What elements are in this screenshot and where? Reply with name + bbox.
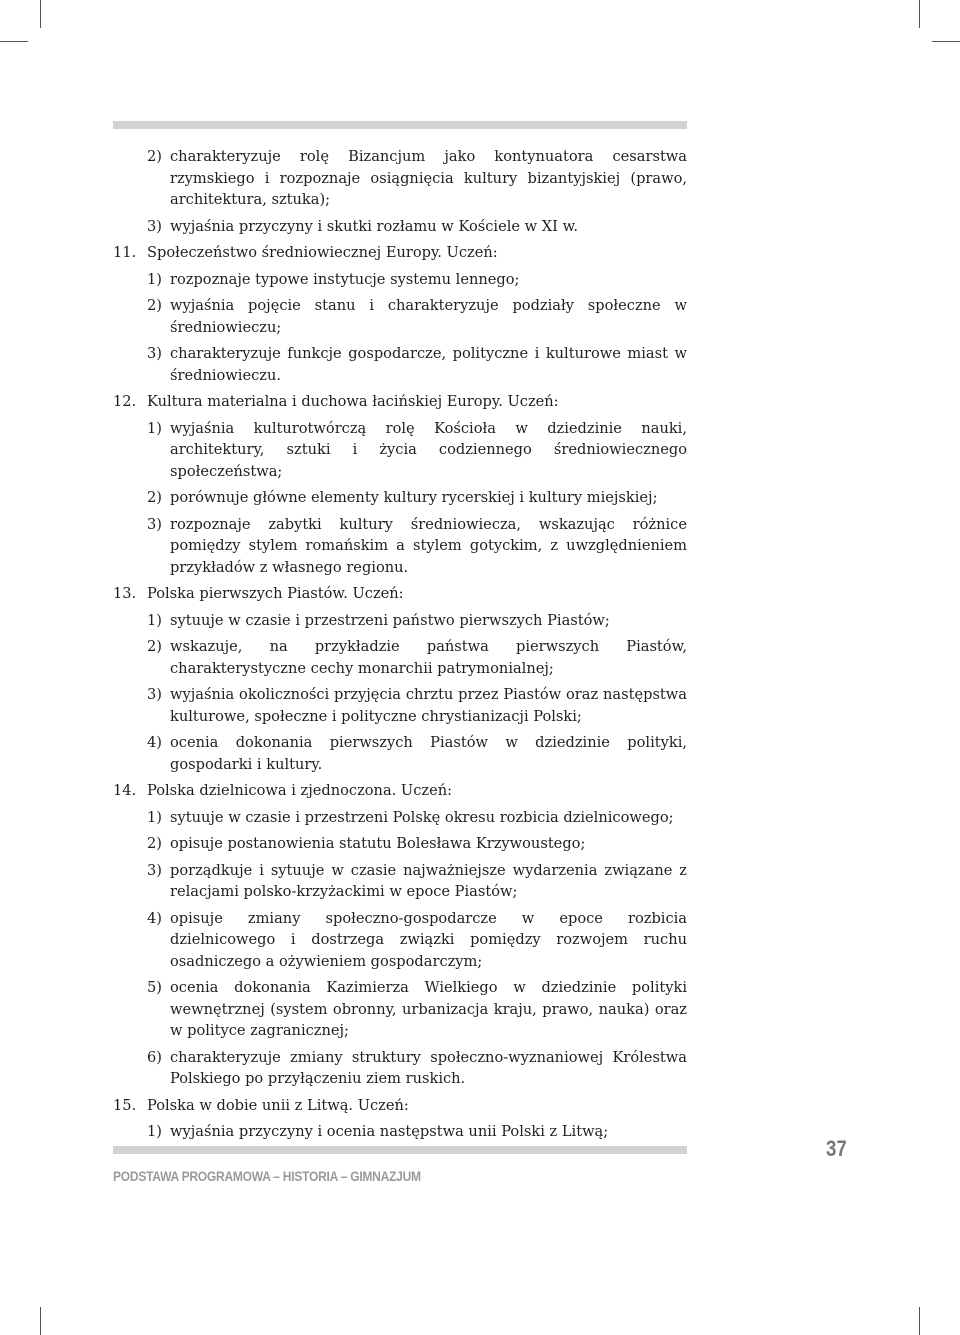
section-heading xyxy=(113,1095,687,1117)
list-item-text: opisuje zmiany społeczno-gospodarcze w epoce rozbicia dzielnicowego i dostrzega związki pomiędzy rozwojem ruchu osadniczego a ożywieniem gospodarczym; xyxy=(170,909,687,970)
section-title: Kultura materialna i duchowa łacińskiej Europy. Uczeń: xyxy=(147,393,559,410)
crop-mark xyxy=(40,1307,41,1335)
list-item xyxy=(147,833,687,855)
footer-label: PODSTAWA PROGRAMOWA – HISTORIA – GIMNAZJUM xyxy=(113,1168,421,1184)
section-title: Polska dzielnicowa i zjednoczona. Uczeń: xyxy=(147,782,453,799)
list-item xyxy=(147,295,687,338)
list-item-number: 3) xyxy=(147,861,162,879)
list-item xyxy=(147,684,687,727)
list-item-text: ocenia dokonania Kazimierza Wielkiego w dziedzinie polityki wewnętrznej (system obronny, urbanizacja kraju, prawo, nauka) oraz w polityce zagranicznej; xyxy=(170,979,687,1039)
list-item-number: 4) xyxy=(147,909,162,927)
list-item-number: 2) xyxy=(147,638,162,655)
section-number: 13. xyxy=(113,585,137,602)
list-item-number: 3) xyxy=(147,686,162,703)
list-item-number: 3) xyxy=(147,217,162,235)
section-heading xyxy=(113,583,687,605)
footer-bar xyxy=(113,1146,687,1154)
list-item xyxy=(147,343,687,386)
document-body xyxy=(113,146,687,1148)
list-item xyxy=(147,1047,687,1090)
crop-mark xyxy=(919,0,920,28)
crop-mark xyxy=(932,41,960,42)
list-item-text: wyjaśnia okoliczności przyjęcia chrztu przez Piastów oraz następstwa kulturowe, społeczne i polityczne chrystianizacji Polski; xyxy=(170,686,687,725)
list-item xyxy=(147,908,687,973)
section-heading xyxy=(113,780,687,802)
crop-mark xyxy=(0,41,28,42)
section-heading xyxy=(113,242,687,264)
list-item-text: wyjaśnia kulturotwórczą rolę Kościoła w dziedzinie nauki, architektury, sztuki i życia codziennego średniowiecznego społeczeństwa; xyxy=(170,419,687,480)
section-title: Polska w dobie unii z Litwą. Uczeń: xyxy=(147,1096,409,1114)
list-item xyxy=(147,807,687,829)
list-item-text: ocenia dokonania pierwszych Piastów w dziedzinie polityki, gospodarki i kultury. xyxy=(170,734,687,773)
list-item xyxy=(147,216,687,238)
section-heading xyxy=(113,391,687,413)
list-item xyxy=(147,860,687,903)
list-item-text: sytuuje w czasie i przestrzeni państwo pierwszych Piastów; xyxy=(170,611,610,629)
list-item-text: charakteryzuje rolę Bizancjum jako kontynuatora cesarstwa rzymskiego i rozpoznaje osiągnięcia kultury bizantyjskiej (prawo, architektura, sztuka); xyxy=(170,148,687,208)
list-item-text: porównuje główne elementy kultury rycerskiej i kultury miejskiej; xyxy=(170,489,658,506)
list-item-text: wyjaśnia przyczyny i ocenia następstwa unii Polski z Litwą; xyxy=(170,1123,609,1140)
list-item-text: wskazuje, na przykładzie państwa pierwszych Piastów, charakterystyczne cechy monarchii patrymonialnej; xyxy=(170,638,687,677)
section-number: 12. xyxy=(113,393,137,410)
list-item xyxy=(147,487,687,509)
list-item-text: rozpoznaje typowe instytucje systemu lennego; xyxy=(170,270,520,288)
list-item-number: 2) xyxy=(147,297,162,314)
section-number: 15. xyxy=(113,1096,137,1114)
section-title: Społeczeństwo średniowiecznej Europy. Uczeń: xyxy=(147,244,498,261)
section-number: 11. xyxy=(113,244,137,261)
list-item-number: 3) xyxy=(147,515,162,533)
list-item xyxy=(147,418,687,483)
list-item xyxy=(147,146,687,211)
crop-mark xyxy=(40,0,41,28)
list-item-number: 1) xyxy=(147,270,162,288)
list-item-text: porządkuje i sytuuje w czasie najważniejsze wydarzenia związane z relacjami polsko-krzyżackimi w epoce Piastów; xyxy=(170,861,687,900)
list-item-number: 2) xyxy=(147,835,162,852)
page-number: 37 xyxy=(826,1136,847,1161)
list-item xyxy=(147,610,687,632)
list-item-number: 1) xyxy=(147,419,162,437)
list-item-number: 2) xyxy=(147,489,162,506)
list-item xyxy=(147,269,687,291)
list-item-text: wyjaśnia pojęcie stanu i charakteryzuje podziały społeczne w średniowieczu; xyxy=(170,297,687,336)
list-item-number: 5) xyxy=(147,979,162,996)
section-title: Polska pierwszych Piastów. Uczeń: xyxy=(147,585,404,602)
list-item xyxy=(147,514,687,579)
list-item xyxy=(147,1121,687,1143)
header-bar xyxy=(113,121,687,129)
list-item-text: rozpoznaje zabytki kultury średniowiecza, wskazując różnice pomiędzy stylem romańskim a stylem gotyckim, z uwzględnieniem przykładów z własnego regionu. xyxy=(170,515,687,576)
list-item xyxy=(147,732,687,775)
list-item-number: 6) xyxy=(147,1048,162,1066)
list-item xyxy=(147,636,687,679)
list-item xyxy=(147,977,687,1042)
list-item-number: 1) xyxy=(147,611,162,629)
list-item-number: 2) xyxy=(147,148,162,165)
list-item-text: opisuje postanowienia statutu Bolesława Krzywoustego; xyxy=(170,835,586,852)
list-item-text: sytuuje w czasie i przestrzeni Polskę okresu rozbicia dzielnicowego; xyxy=(170,808,674,826)
list-item-number: 3) xyxy=(147,345,162,362)
list-item-text: wyjaśnia przyczyny i skutki rozłamu w Kościele w XI w. xyxy=(170,217,578,235)
list-item-text: charakteryzuje zmiany struktury społeczno-wyznaniowej Królestwa Polskiego po przyłączeniu ziem ruskich. xyxy=(170,1048,687,1087)
list-item-number: 4) xyxy=(147,734,162,751)
list-item-number: 1) xyxy=(147,1123,162,1140)
section-number: 14. xyxy=(113,782,137,799)
crop-mark xyxy=(919,1307,920,1335)
list-item-text: charakteryzuje funkcje gospodarcze, polityczne i kulturowe miast w średniowieczu. xyxy=(170,345,687,384)
list-item-number: 1) xyxy=(147,808,162,826)
